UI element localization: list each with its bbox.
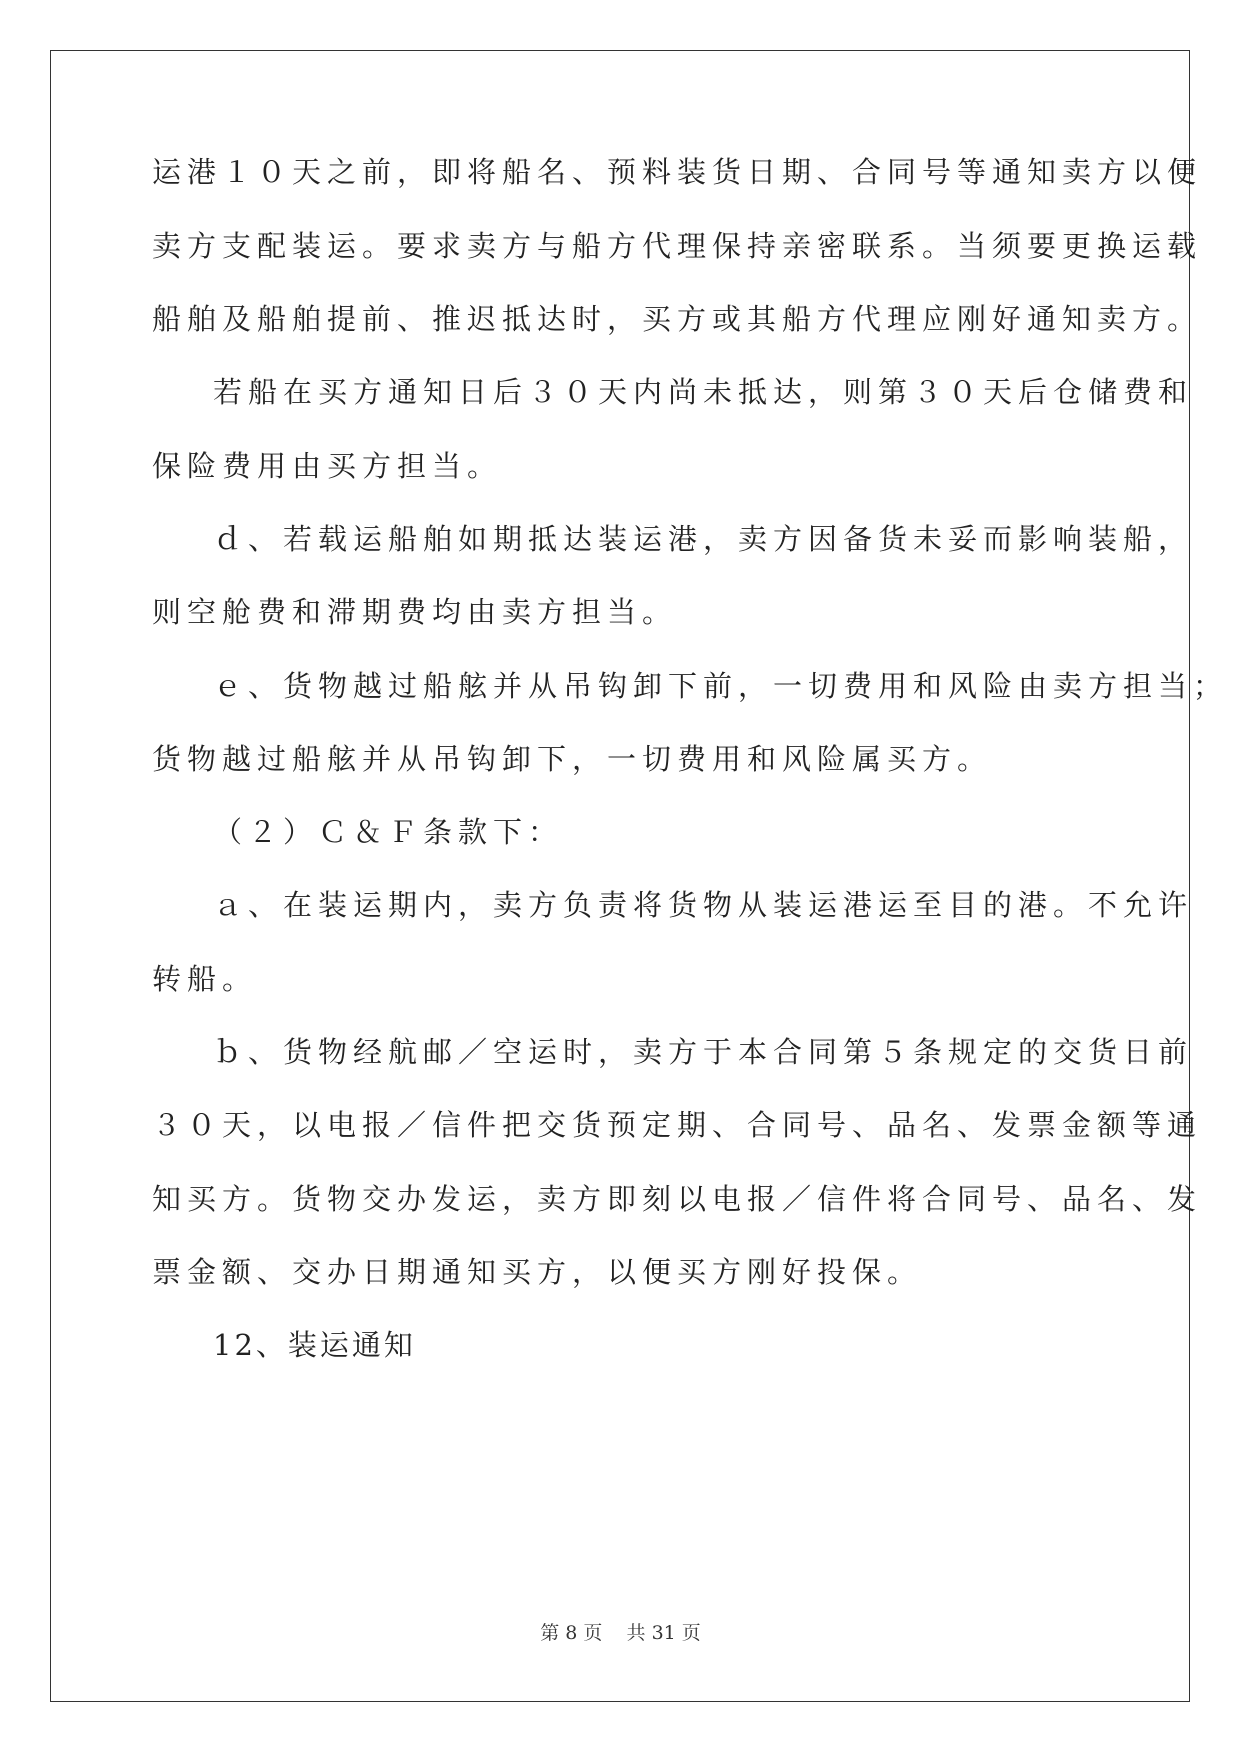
text-line: ｂ、货物经航邮／空运时，卖方于本合同第５条规定的交货日前 (213, 1035, 1194, 1069)
text-line: 保险费用由买方担当。 (152, 449, 503, 483)
page-border (50, 50, 1190, 1702)
text-line: 卖方支配装运。要求卖方与船方代理保持亲密联系。当须要更换运载 (152, 229, 1203, 263)
section-heading: 12、装运通知 (213, 1328, 416, 1362)
text-line: ｄ、若载运船舶如期抵达装运港，卖方因备货未妥而影响装船， (213, 522, 1194, 556)
text-line: 货物越过船舷并从吊钩卸下，一切费用和风险属买方。 (152, 742, 993, 776)
text-line: ａ、在装运期内，卖方负责将货物从装运港运至目的港。不允许 (213, 888, 1194, 922)
page-number: 第 8 页 共 31 页 (540, 1622, 701, 1644)
text-line: 运港１０天之前，即将船名、预料装货日期、合同号等通知卖方以便 (152, 155, 1203, 189)
text-line: 知买方。货物交办发运，卖方即刻以电报／信件将合同号、品名、发 (152, 1182, 1203, 1216)
text-line: 则空舱费和滞期费均由卖方担当。 (152, 595, 678, 629)
text-line: ｅ、货物越过船舷并从吊钩卸下前，一切费用和风险由卖方担当； (213, 669, 1229, 703)
section-heading: （２）Ｃ＆Ｆ条款下： (213, 815, 564, 849)
text-line: 票金额、交办日期通知买方，以便买方刚好投保。 (152, 1255, 923, 1289)
text-line: ３０天，以电报／信件把交货预定期、合同号、品名、发票金额等通 (152, 1108, 1203, 1142)
text-line: 若船在买方通知日后３０天内尚未抵达，则第３０天后仓储费和 (213, 375, 1194, 409)
text-line: 船舶及船舶提前、推迟抵达时，买方或其船方代理应刚好通知卖方。 (152, 302, 1203, 336)
text-line: 转船。 (152, 962, 258, 996)
